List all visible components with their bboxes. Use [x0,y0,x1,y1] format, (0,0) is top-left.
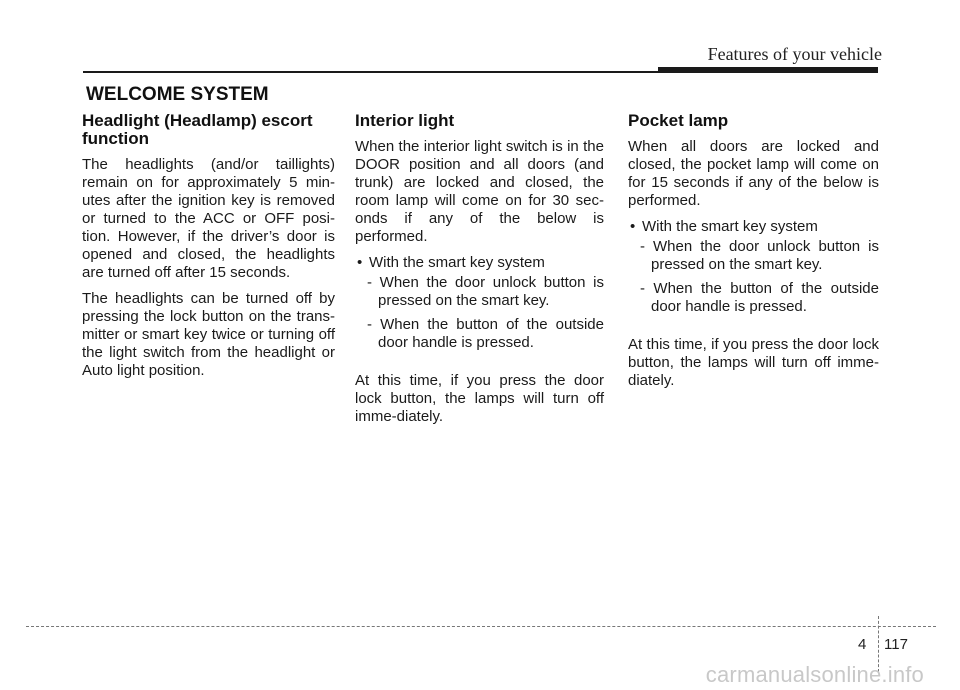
interior-light-bullet: • With the smart key system [355,254,604,272]
interior-light-paragraph-2: At this time, if you press the door lock button, the lamps will turn off imme-diately. [355,372,604,425]
headlight-escort-heading: Headlight (Headlamp) escort function [82,111,313,148]
headlight-escort-paragraph-1: The headlights (and/or taillights) remain on for approximately 5 min-utes after the ignition key is removed or turned to the ACC or OFF posi-tion. However, if the driver’s door is opened and closed, the headlights are turned off after 15 seconds. [82,156,335,281]
spacer [628,322,879,336]
interior-light-paragraph-1: When the interior light switch is in the DOOR position and all doors (and trunk) are locked and closed, the room lamp will come on for 30 sec-onds if any of the below is performed. [355,138,604,245]
headlight-escort-paragraph-2: The headlights can be turned off by pressing the lock button on the trans-mitter or smart key twice or turning off the light switch from the headlight or Auto light position. [82,290,335,379]
pocket-lamp-bullet: • With the smart key system [628,218,879,236]
interior-light-subitem-1: - When the door unlock button is pressed on the smart key. [367,274,604,309]
pocket-lamp-subitem-2: - When the button of the outside door handle is pressed. [640,280,879,315]
pocket-lamp-heading: Pocket lamp [628,111,729,130]
header-rule-accent [658,67,878,73]
column-interior-light [355,112,604,434]
interior-light-heading: Interior light [355,111,455,130]
watermark: carmanualsonline.info [705,662,924,687]
pocket-lamp-paragraph-2: At this time, if you press the door lock button, the lamps will turn off imme-diately. [628,336,879,389]
footer-divider [26,626,936,627]
column-pocket-lamp [628,112,879,398]
pocket-lamp-subitem-1: - When the door unlock button is pressed on the smart key. [640,238,879,273]
chapter-number: 4 [858,636,867,653]
header-title: Features of your vehicle [707,44,882,64]
section-title: WELCOME SYSTEM [86,84,269,105]
page-number: 117 [884,636,908,653]
spacer [355,358,604,372]
column-headlight-escort [82,112,335,388]
interior-light-subitem-2: - When the button of the outside door handle is pressed. [367,316,604,351]
pocket-lamp-paragraph-1: When all doors are locked and closed, the pocket lamp will come on for 15 seconds if any of the below is performed. [628,138,879,209]
